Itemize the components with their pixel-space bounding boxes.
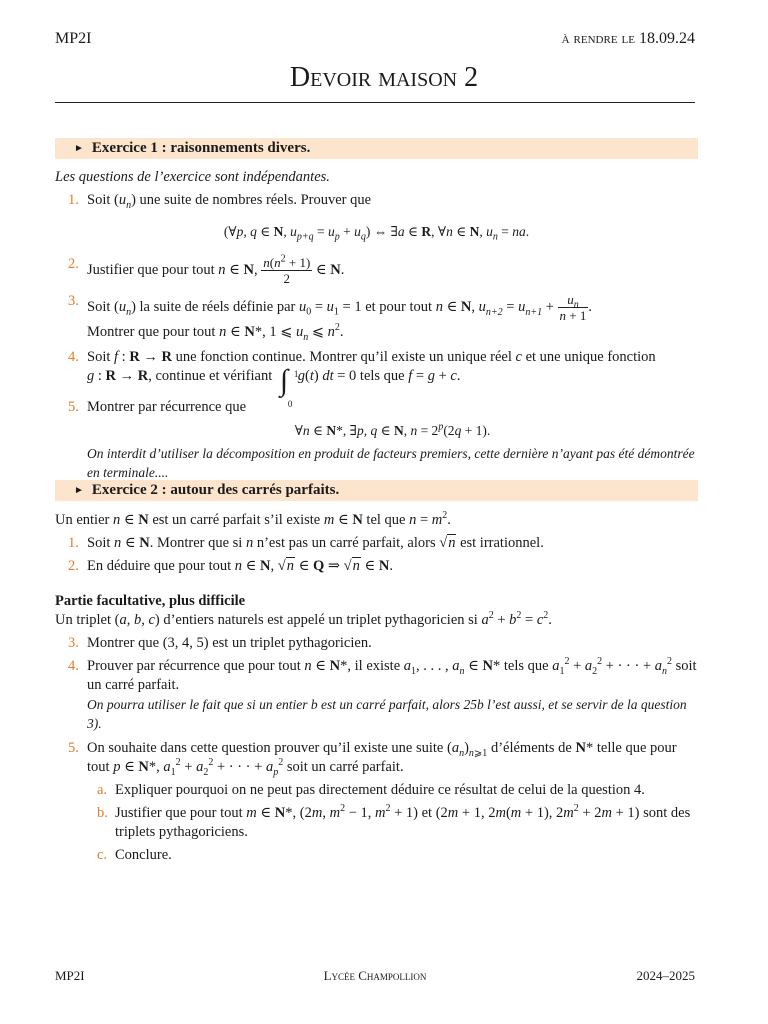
exercise-2-title: Exercice 2 : autour des carrés parfaits. <box>91 482 340 498</box>
footer-class: MP2I <box>55 968 85 983</box>
page-header <box>55 30 695 52</box>
class-label: MP2I <box>55 30 92 47</box>
exercise-1-body <box>55 168 698 482</box>
footer-school: Lycée Champollion <box>323 968 427 983</box>
exercise-1-banner <box>55 138 698 159</box>
ex1-question-5: 5. Montrer par récurrence que ∀n ∈ N*, ∃p, q ∈ N, $n = 2^p(2q + 1)$. On interdit d’utiliser la décomposition en produit de facteurs premiers, cette dernière n’ayant pas été démontrée en terminale.... <box>55 398 698 482</box>
exercise-1-intro: Les questions de l’exercice sont indépendantes. <box>55 169 330 185</box>
ex2-q5-part-b: b. Justifier que pour tout m ∈ N*, (2m, $m^2 - 1$, $m^2 + 1$) et (2m + 1, 2m(m + 1), $2m^2 + 2m + 1$) sont des triplets pythagoriciens. <box>97 803 691 840</box>
ex1-q1-formula: (∀p, q ∈ N, $u_{p+q} = u_p + u_q$) ⇔ ∃a ∈ R, ∀n ∈ N, $u_n$ = na. <box>223 224 530 243</box>
triangle-icon: ► <box>74 485 84 496</box>
optional-part-title: Partie facultative, plus difficile <box>55 593 246 609</box>
exercise-2-banner <box>55 480 698 501</box>
ex1-question-3: 3. Soit $(u_n)$ la suite de réels définie par $u_0 = u_1 = 1$ et pour tout n ∈ N, $u_{n+2} = u_{n+1}$ + $\frac{u_n}{n + 1}$ . Montrer que pour tout n ∈ N*, 1 ⩽ $u_n$ ⩽ $n^2$. <box>68 292 592 343</box>
ex2-question-2: 2. En déduire que pour tout n ∈ N, √n ∈ Q ⇒ √n ∈ N. <box>68 558 393 574</box>
page-title: Devoir maison 2 <box>289 62 479 93</box>
ex2-triplet-definition: Un triplet (a, b, c) d’entiers naturels est appelé un triplet pythagoricien si $a^2 + b^2 = c^2$. <box>55 610 552 628</box>
exercise-1-title: Exercice 1 : raisonnements divers. <box>91 140 311 156</box>
ex1-question-1: 1. Soit $(u_n)$ une suite de nombres réels. Prouver que <box>68 192 372 211</box>
ex2-question-1: 1. Soit n ∈ N. Montrer que si n n’est pas un carré parfait, alors √n est irrationnel. <box>68 535 544 551</box>
ex1-question-4: 4. Soit f : R → R une fonction continue. Montrer qu’il existe un unique réel c et une unique fonction g : R → R, continue et vérifiant ∫ 1 0 g(t) dt = 0 tels que f = g + c. <box>68 349 656 409</box>
ex1-q5-formula: ∀n ∈ N*, ∃p, q ∈ N, $n = 2^p(2q + 1)$. <box>294 421 491 438</box>
triangle-icon: ► <box>74 143 84 154</box>
ex2-q5-part-a: a. Expliquer pourquoi on ne peut pas directement déduire ce résultat de celui de la question 4. <box>97 782 645 798</box>
ex1-q5-note: On interdit d’utiliser la décomposition en produit de facteurs premiers, cette dernière n’ayant pas été démontrée en terminale.... <box>87 446 695 480</box>
ex2-question-5: 5. On souhaite dans cette question prouver qu’il existe une suite $(a_n)_{n⩾1}$ d’éléments de N* telle que pour tout p ∈ N*, $a_1^2 + a_2^2$ + · · · + $a_p^2$ soit un carré parfait. <box>68 740 677 778</box>
ex2-q5-part-c: c. Conclure. <box>97 847 172 863</box>
ex1-question-2: 2. Justifier que pour tout n ∈ N, $\frac{n(n^2 + 1)}{2}$ ∈ N. <box>68 253 345 286</box>
exercise-2-body <box>55 511 698 865</box>
ex2-question-4: 4. Prouver par récurrence que pour tout n ∈ N*, il existe $a_1$, . . . , $a_n$ ∈ N* tels que $a_1^2 + a_2^2$ + · · · + $a_n^2$ soit un carré parfait. On pourra utiliser le fait que si un entier b est un carré parfait, alors 25b l’est aussi, et se servir de la question 3). <box>68 656 697 731</box>
ex2-question-3: 3. Montrer que (3, 4, 5) est un triplet pythagoricien. <box>68 635 372 651</box>
ex2-q4-note: On pourra utiliser le fait que si un entier b est un carré parfait, alors 25b l’est aussi, et se servir de la question 3). <box>87 697 687 731</box>
title-rule <box>55 102 695 103</box>
integral-sign: ∫ 1 0 <box>279 364 299 409</box>
ex2-intro: Un entier n ∈ N est un carré parfait s’il existe m ∈ N tel que $n = m^2$. <box>55 510 451 528</box>
due-date: à rendre le 18.09.24 <box>561 30 695 47</box>
footer-year: 2024–2025 <box>636 968 695 983</box>
